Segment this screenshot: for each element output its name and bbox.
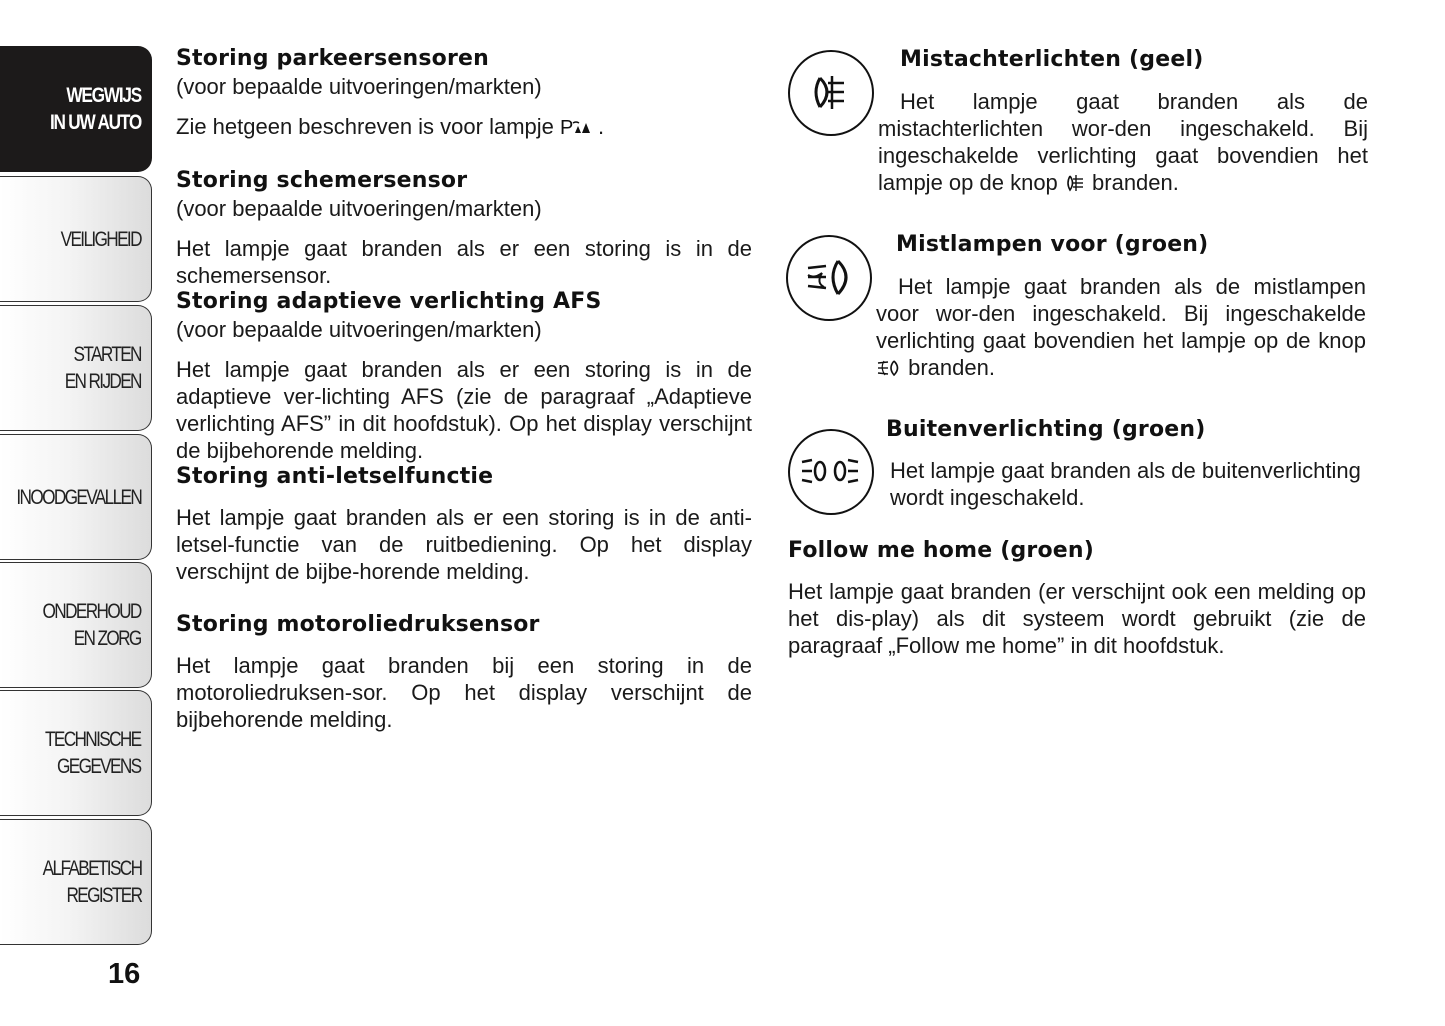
section-title: Storing anti-letselfunctie [176,464,494,489]
tab-label: ONDERHOUD EN ZORG [42,600,141,650]
section-storing-motoroliedruksensor [176,611,752,733]
tab-label: VEILIGHEID [60,227,141,251]
section-title: Storing adaptieve verlichting AFS [176,289,602,314]
front-fog-light-icon [876,358,902,378]
tab-technische-gegevens[interactable] [0,690,152,816]
tab-label: STARTEN EN RIJDEN [64,343,141,393]
section-text: Het lampje gaat branden als de buitenverlichting wordt ingeschakeld. [890,458,1361,510]
rear-fog-light-icon [1064,173,1086,193]
section-subtitle: (voor bepaalde uitvoeringen/markten) [176,317,542,342]
tab-onderhoud-en-zorg[interactable] [0,562,152,688]
section-text: Het lampje gaat branden als de mistachterlichten wor-den ingeschakeld. Bij ingeschakelde verlichting gaat bovendien het lampje op de knop branden. [878,89,1368,195]
section-text: Het lampje gaat branden (er verschijnt ook een melding op het dis-play) als dit systeem wordt gebruikt (zie de paragraaf „Follow me home” in dit hoofdstuk. [788,579,1366,658]
tab-label: TECHNISCHE GEGEVENS [45,728,141,778]
section-title: Storing parkeersensoren [176,46,490,71]
section-subtitle: (voor bepaalde uitvoeringen/markten) [176,74,542,99]
section-mistachterlichten [878,46,1368,74]
section-mistlampen-voor [876,231,1366,259]
section-subtitle: (voor bepaalde uitvoeringen/markten) [176,196,542,221]
section-storing-parkeersensoren [176,45,752,140]
parking-sensor-icon [560,117,598,137]
tab-label: WEGWIJS IN UW AUTO [49,84,141,134]
section-text: Zie hetgeen beschreven is voor lampje P . [176,114,605,139]
section-text: Het lampje gaat branden als de mistlampen voor wor-den ingeschakeld. Bij ingeschakelde verlichting gaat bovendien het lampje op de knop branden. [876,274,1366,380]
tab-in-noodgevallen[interactable] [0,434,152,560]
exterior-lights-icon [788,429,874,515]
rear-fog-light-icon [788,50,874,136]
section-storing-afs [176,288,752,464]
section-text: Het lampje gaat branden als er een storing is in de adaptieve ver-lichting AFS (zie de paragraaf „Adaptieve verlichting AFS” in dit hoofdstuk). Op het display verschijnt de bijbehorende melding. [176,357,752,463]
section-storing-schemersensor [176,167,752,289]
tab-veiligheid[interactable] [0,176,152,302]
right-column [780,0,1380,1026]
tab-starten-en-rijden[interactable] [0,305,152,431]
section-title: Buitenverlichting (groen) [886,417,1206,442]
section-title: Mistachterlichten (geel) [900,47,1204,72]
section-title: Storing motoroliedruksensor [176,612,540,637]
section-text: Het lampje gaat branden bij een storing in de motoroliedruksen-sor. Op het display verschijnt de bijbehorende melding. [176,653,752,732]
section-title: Follow me home (groen) [788,538,1095,563]
section-follow-me-home [788,537,1366,659]
left-column [176,0,752,1026]
section-title: Storing schemersensor [176,168,468,193]
tab-label: ALFABETISCH REGISTER [42,857,141,907]
front-fog-light-icon [786,235,872,321]
tab-label: INOODGEVALLEN [16,485,141,509]
svg-text:P: P [560,117,574,137]
page-number: 16 [108,958,141,990]
tab-alfabetisch-register[interactable] [0,819,152,945]
tab-wegwijs[interactable] [0,46,152,172]
section-text: Het lampje gaat branden als er een storing is in de schemersensor. [176,236,752,288]
section-title: Mistlampen voor (groen) [896,232,1209,257]
section-storing-anti-letselfunctie [176,463,752,585]
section-buitenverlichting [886,416,1366,511]
section-text: Het lampje gaat branden als er een storing is in de anti-letsel-functie van de ruitbediening. Op het display verschijnt de bijbe-horende melding. [176,505,752,584]
